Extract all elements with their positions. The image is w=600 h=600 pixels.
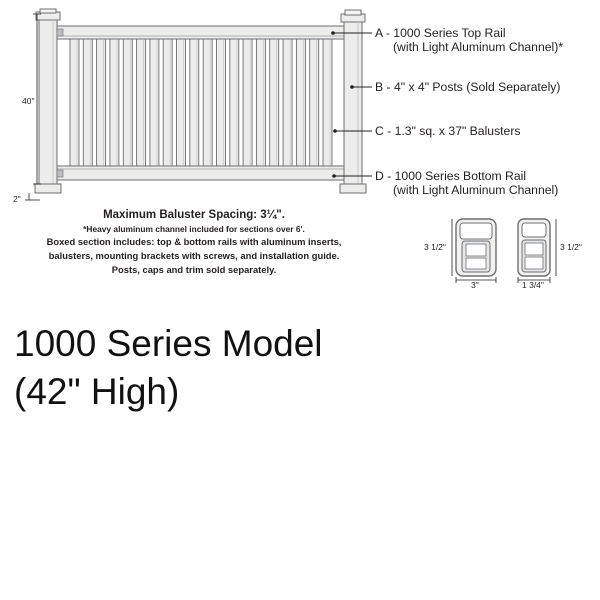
leader-c-dot (333, 129, 337, 133)
baluster (256, 39, 265, 166)
notes-line-2: balusters, mounting brackets with screws, and installation guide. (48, 250, 340, 261)
baluster (137, 39, 146, 166)
left-bottom-bracket (57, 170, 63, 177)
notes-line-3: Posts, caps and trim sold separately. (111, 264, 277, 275)
notes-heading: Maximum Baluster Spacing: 3¼". (103, 209, 285, 221)
bottom-rail (56, 166, 346, 180)
leader-a-dot (331, 31, 335, 35)
leader-b-dot (350, 85, 354, 89)
caption-height: (42" High) (14, 371, 180, 412)
height-dimension-label: 40" (22, 96, 35, 106)
bottom-profile-height-label: 3 1/2" (560, 242, 582, 252)
baluster (177, 39, 186, 166)
baluster (310, 39, 319, 166)
baluster-group (70, 39, 332, 166)
top-rail-profile (456, 219, 496, 276)
baluster (203, 39, 212, 166)
left-post (39, 20, 57, 184)
baluster (123, 39, 132, 166)
callout-a-title: A - 1000 Series Top Rail (375, 26, 506, 40)
gap-dimension-label: 2" (13, 194, 21, 204)
callout-b-title: B - 4" x 4" Posts (Sold Separately) (375, 80, 561, 94)
baluster (163, 39, 172, 166)
callout-c (375, 124, 520, 138)
baluster (150, 39, 159, 166)
right-post-cap-top (345, 10, 361, 15)
callout-d-subtitle: (with Light Aluminum Channel) (393, 183, 559, 197)
bottom-profile-width-label: 1 3/4" (522, 280, 544, 290)
notes-line-1: Boxed section includes: top & bottom rails with aluminum inserts, (46, 236, 342, 247)
right-post-skirt (340, 184, 366, 193)
top-rail (56, 26, 346, 39)
baluster (70, 39, 79, 166)
baluster (296, 39, 305, 166)
caption-title: 1000 Series Model (14, 323, 323, 364)
spacing-notes (14, 208, 374, 277)
baluster (283, 39, 292, 166)
left-post-skirt (35, 184, 61, 193)
left-top-bracket (57, 29, 63, 36)
right-post (344, 22, 362, 184)
left-post-cap-top (40, 9, 56, 13)
baluster (110, 39, 119, 166)
baluster (217, 39, 226, 166)
top-profile-height-label: 3 1/2" (424, 242, 446, 252)
callout-b (375, 80, 560, 94)
baluster (243, 39, 252, 166)
callout-d (375, 169, 558, 197)
callout-a-subtitle: (with Light Aluminum Channel)* (393, 40, 564, 54)
baluster (190, 39, 199, 166)
leader-d-dot (332, 174, 336, 178)
top-profile-width-label: 3" (471, 280, 479, 290)
baluster (97, 39, 106, 166)
baluster (230, 39, 239, 166)
baluster (323, 39, 332, 166)
notes-footnote: *Heavy aluminum channel included for sections over 6'. (83, 224, 305, 234)
bottom-rail-profile (518, 219, 550, 276)
model-caption (14, 320, 323, 416)
callout-d-title: D - 1000 Series Bottom Rail (375, 169, 527, 183)
baluster (83, 39, 92, 166)
callout-c-title: C - 1.3" sq. x 37" Balusters (375, 124, 521, 138)
callout-a (375, 26, 563, 54)
baluster (270, 39, 279, 166)
